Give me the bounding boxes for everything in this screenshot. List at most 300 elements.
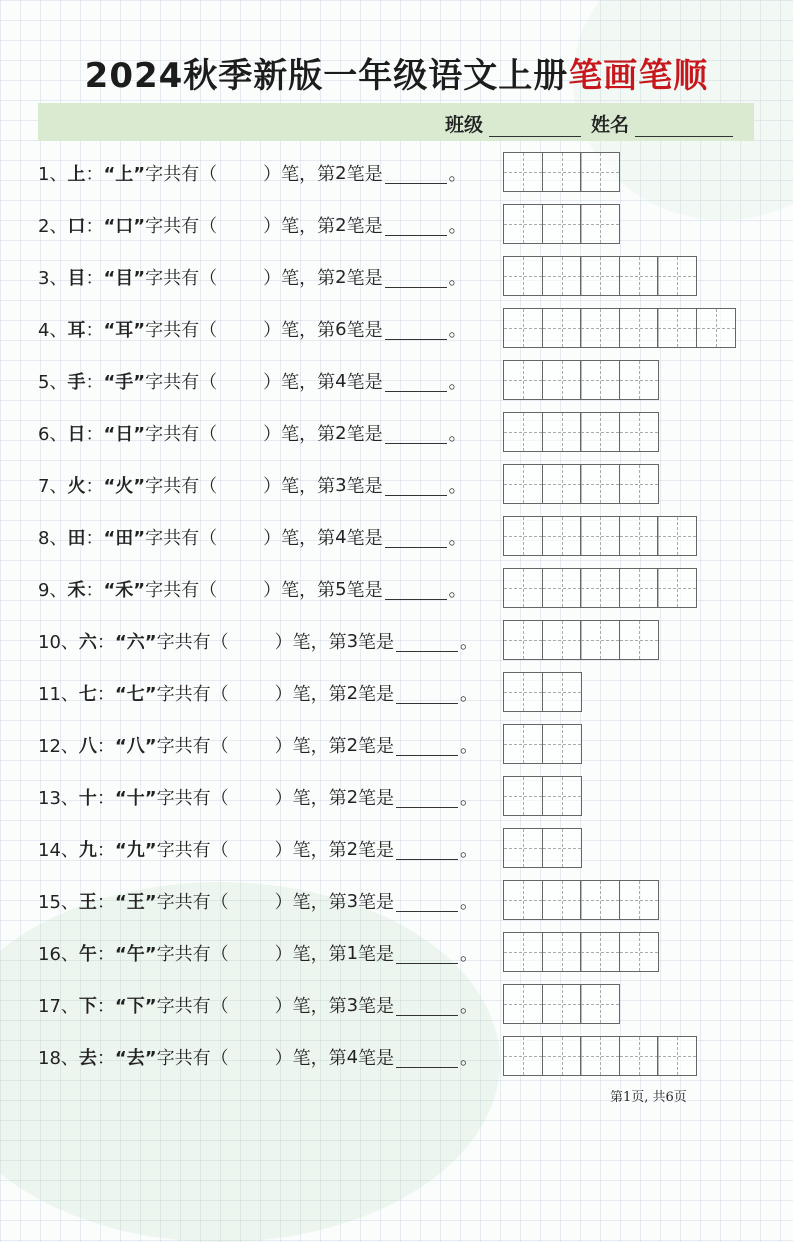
question-row <box>38 828 478 870</box>
tian-grid-box[interactable] <box>503 620 543 660</box>
colon: ： <box>96 1048 115 1069</box>
stroke-index: 2 <box>346 682 359 704</box>
stroke-count-prompt: 字共有（ <box>145 424 218 445</box>
writing-boxes <box>503 308 736 348</box>
question-number: 9、 <box>38 580 68 601</box>
quoted-char: “日” <box>103 424 146 445</box>
stroke-index-prompt: ）笔，第 <box>274 632 347 653</box>
sentence-end: 。 <box>460 840 479 861</box>
question-text <box>38 568 467 610</box>
quoted-char: “七” <box>114 684 157 705</box>
tian-grid-box[interactable] <box>580 932 620 972</box>
stroke-answer-blank[interactable] <box>396 943 458 964</box>
tian-grid-box[interactable] <box>657 308 697 348</box>
question-char: 目 <box>67 268 86 289</box>
colon: ： <box>96 684 115 705</box>
stroke-index-prompt: ）笔，第 <box>263 580 336 601</box>
stroke-index: 2 <box>335 162 347 184</box>
tian-grid-box[interactable] <box>503 880 543 920</box>
stroke-prompt-suffix: 笔是 <box>358 684 395 705</box>
question-number: 3、 <box>38 268 68 289</box>
title-main: 2024秋季新版一年级语文上册 <box>84 56 569 96</box>
question-text <box>38 360 467 402</box>
tian-grid-box[interactable] <box>657 568 697 608</box>
stroke-count-prompt: 字共有（ <box>156 736 229 757</box>
quoted-char: “田” <box>103 528 146 549</box>
quoted-char: “六” <box>114 632 157 653</box>
colon: ： <box>85 216 104 237</box>
tian-grid-box[interactable] <box>503 360 543 400</box>
stroke-index: 2 <box>335 422 347 444</box>
sentence-end: 。 <box>448 268 467 289</box>
tian-grid-box[interactable] <box>503 256 543 296</box>
stroke-prompt-suffix: 笔是 <box>346 216 383 237</box>
name-label: 姓名 <box>590 114 629 136</box>
stroke-index-prompt: ）笔，第 <box>263 476 336 497</box>
writing-boxes <box>503 620 659 660</box>
stroke-prompt-suffix: 笔是 <box>346 476 383 497</box>
stroke-prompt-suffix: 笔是 <box>358 944 395 965</box>
question-row <box>38 360 467 402</box>
stroke-answer-blank[interactable] <box>385 215 447 236</box>
colon: ： <box>85 580 104 601</box>
question-number: 14、 <box>38 840 79 861</box>
stroke-prompt-suffix: 笔是 <box>358 788 395 809</box>
sentence-end: 。 <box>448 320 467 341</box>
colon: ： <box>96 944 115 965</box>
stroke-index: 4 <box>335 370 347 392</box>
question-number: 13、 <box>38 788 79 809</box>
question-text <box>38 308 467 350</box>
question-text <box>38 880 478 922</box>
question-char: 十 <box>78 788 97 809</box>
question-number: 5、 <box>38 372 68 393</box>
question-char: 手 <box>67 372 86 393</box>
stroke-answer-blank[interactable] <box>385 163 447 184</box>
tian-grid-box[interactable] <box>580 516 620 556</box>
stroke-index-prompt: ）笔，第 <box>274 944 347 965</box>
sentence-end: 。 <box>460 996 479 1017</box>
question-row <box>38 568 467 610</box>
tian-grid-box[interactable] <box>542 360 582 400</box>
stroke-answer-blank[interactable] <box>396 1047 458 1068</box>
sentence-end: 。 <box>448 164 467 185</box>
question-row <box>38 256 467 298</box>
stroke-index: 5 <box>335 578 347 600</box>
colon: ： <box>85 320 104 341</box>
stroke-count-prompt: 字共有（ <box>145 320 218 341</box>
tian-grid-box[interactable] <box>503 672 543 712</box>
question-char: 口 <box>67 216 86 237</box>
question-text <box>38 516 467 558</box>
question-text <box>38 932 478 974</box>
colon: ： <box>96 996 115 1017</box>
stroke-index: 2 <box>335 266 347 288</box>
tian-grid-box[interactable] <box>619 308 659 348</box>
colon: ： <box>85 372 104 393</box>
tian-grid-box[interactable] <box>542 412 582 452</box>
stroke-index-prompt: ）笔，第 <box>274 892 347 913</box>
question-row <box>38 880 478 922</box>
tian-grid-box[interactable] <box>619 412 659 452</box>
tian-grid-box[interactable] <box>503 828 543 868</box>
tian-grid-box[interactable] <box>657 256 697 296</box>
stroke-prompt-suffix: 笔是 <box>358 996 395 1017</box>
tian-grid-box[interactable] <box>503 204 543 244</box>
question-row <box>38 152 467 194</box>
question-text <box>38 256 467 298</box>
question-text <box>38 776 478 818</box>
stroke-index-prompt: ）笔，第 <box>274 840 347 861</box>
tian-grid-box[interactable] <box>503 932 543 972</box>
quoted-char: “十” <box>114 788 157 809</box>
tian-grid-box[interactable] <box>503 984 543 1024</box>
writing-boxes <box>503 672 582 712</box>
writing-boxes <box>503 776 582 816</box>
question-row <box>38 412 467 454</box>
question-row <box>38 932 478 974</box>
name-field[interactable] <box>635 116 733 137</box>
stroke-answer-blank[interactable] <box>385 475 447 496</box>
stroke-answer-blank[interactable] <box>396 839 458 860</box>
tian-grid-box[interactable] <box>619 880 659 920</box>
question-row <box>38 984 478 1026</box>
tian-grid-box[interactable] <box>503 152 543 192</box>
question-text <box>38 672 478 714</box>
question-text <box>38 204 467 246</box>
tian-grid-box[interactable] <box>580 1036 620 1076</box>
stroke-count-prompt: 字共有（ <box>145 372 218 393</box>
stroke-index-prompt: ）笔，第 <box>263 164 336 185</box>
stroke-count-prompt: 字共有（ <box>156 788 229 809</box>
stroke-prompt-suffix: 笔是 <box>346 372 383 393</box>
tian-grid-box[interactable] <box>503 464 543 504</box>
writing-boxes <box>503 568 697 608</box>
student-info <box>445 110 733 137</box>
question-char: 午 <box>78 944 97 965</box>
stroke-count-prompt: 字共有（ <box>156 632 229 653</box>
stroke-index-prompt: ）笔，第 <box>274 996 347 1017</box>
stroke-count-prompt: 字共有（ <box>145 164 218 185</box>
quoted-char: “九” <box>114 840 157 861</box>
tian-grid-box[interactable] <box>580 568 620 608</box>
stroke-answer-blank[interactable] <box>396 735 458 756</box>
question-number: 18、 <box>38 1048 79 1069</box>
tian-grid-box[interactable] <box>542 932 582 972</box>
stroke-answer-blank[interactable] <box>396 631 458 652</box>
tian-grid-box[interactable] <box>503 412 543 452</box>
sentence-end: 。 <box>448 372 467 393</box>
question-text <box>38 152 467 194</box>
tian-grid-box[interactable] <box>657 516 697 556</box>
question-char: 上 <box>67 164 86 185</box>
question-row <box>38 776 478 818</box>
writing-boxes <box>503 932 659 972</box>
writing-boxes <box>503 152 620 192</box>
writing-boxes <box>503 724 582 764</box>
tian-grid-box[interactable] <box>619 360 659 400</box>
tian-grid-box[interactable] <box>619 464 659 504</box>
page-number: 第1页, 共6页 <box>610 1090 687 1105</box>
quoted-char: “下” <box>114 996 157 1017</box>
tian-grid-box[interactable] <box>542 516 582 556</box>
question-number: 2、 <box>38 216 68 237</box>
question-text <box>38 828 478 870</box>
stroke-count-prompt: 字共有（ <box>145 528 218 549</box>
stroke-prompt-suffix: 笔是 <box>346 164 383 185</box>
question-number: 10、 <box>38 632 79 653</box>
stroke-index: 3 <box>346 994 359 1016</box>
stroke-count-prompt: 字共有（ <box>156 840 229 861</box>
colon: ： <box>85 164 104 185</box>
tian-grid-box[interactable] <box>542 152 582 192</box>
question-number: 8、 <box>38 528 68 549</box>
quoted-char: “目” <box>103 268 146 289</box>
colon: ： <box>85 528 104 549</box>
tian-grid-box[interactable] <box>542 776 582 816</box>
stroke-index-prompt: ）笔，第 <box>263 372 336 393</box>
question-char: 火 <box>67 476 86 497</box>
question-number: 1、 <box>38 164 68 185</box>
quoted-char: “八” <box>114 736 157 757</box>
stroke-index-prompt: ）笔，第 <box>263 268 336 289</box>
tian-grid-box[interactable] <box>619 1036 659 1076</box>
stroke-index: 2 <box>346 838 359 860</box>
tian-grid-box[interactable] <box>619 620 659 660</box>
tian-grid-box[interactable] <box>657 1036 697 1076</box>
writing-boxes <box>503 828 582 868</box>
question-text <box>38 984 478 1026</box>
tian-grid-box[interactable] <box>542 984 582 1024</box>
class-label: 班级 <box>444 114 483 136</box>
tian-grid-box[interactable] <box>503 308 543 348</box>
question-char: 日 <box>67 424 86 445</box>
question-number: 6、 <box>38 424 68 445</box>
stroke-answer-blank[interactable] <box>396 787 458 808</box>
tian-grid-box[interactable] <box>580 880 620 920</box>
quoted-char: “耳” <box>103 320 146 341</box>
stroke-index: 4 <box>335 526 347 548</box>
stroke-index: 2 <box>346 734 359 756</box>
question-number: 16、 <box>38 944 79 965</box>
tian-grid-box[interactable] <box>503 516 543 556</box>
quoted-char: “火” <box>103 476 146 497</box>
stroke-answer-blank[interactable] <box>385 423 447 444</box>
writing-boxes <box>503 464 659 504</box>
writing-boxes <box>503 880 659 920</box>
title-accent: 笔画笔顺 <box>568 56 709 96</box>
tian-grid-box[interactable] <box>580 256 620 296</box>
stroke-index: 3 <box>335 474 347 496</box>
stroke-answer-blank[interactable] <box>396 995 458 1016</box>
tian-grid-box[interactable] <box>580 204 620 244</box>
class-field[interactable] <box>489 116 581 137</box>
question-char: 田 <box>67 528 86 549</box>
stroke-prompt-suffix: 笔是 <box>358 632 395 653</box>
colon: ： <box>96 892 115 913</box>
quoted-char: “手” <box>103 372 146 393</box>
tian-grid-box[interactable] <box>542 620 582 660</box>
quoted-char: “口” <box>103 216 146 237</box>
stroke-prompt-suffix: 笔是 <box>358 736 395 757</box>
question-char: 去 <box>78 1048 97 1069</box>
stroke-index-prompt: ）笔，第 <box>274 1048 347 1069</box>
stroke-count-prompt: 字共有（ <box>156 996 229 1017</box>
stroke-prompt-suffix: 笔是 <box>358 840 395 861</box>
sentence-end: 。 <box>448 424 467 445</box>
question-char: 下 <box>78 996 97 1017</box>
colon: ： <box>96 840 115 861</box>
stroke-index-prompt: ）笔，第 <box>274 684 347 705</box>
tian-grid-box[interactable] <box>696 308 736 348</box>
writing-boxes <box>503 412 659 452</box>
tian-grid-box[interactable] <box>542 880 582 920</box>
stroke-count-prompt: 字共有（ <box>156 1048 229 1069</box>
writing-boxes <box>503 360 659 400</box>
stroke-count-prompt: 字共有（ <box>145 580 218 601</box>
page-title <box>0 48 793 97</box>
question-row <box>38 620 478 662</box>
question-row <box>38 464 467 506</box>
stroke-index-prompt: ）笔，第 <box>263 528 336 549</box>
stroke-index: 6 <box>335 318 347 340</box>
writing-boxes <box>503 256 697 296</box>
quoted-char: “禾” <box>103 580 146 601</box>
question-text <box>38 464 467 506</box>
tian-grid-box[interactable] <box>580 464 620 504</box>
sentence-end: 。 <box>460 632 479 653</box>
question-char: 耳 <box>67 320 86 341</box>
question-number: 7、 <box>38 476 68 497</box>
tian-grid-box[interactable] <box>619 932 659 972</box>
tian-grid-box[interactable] <box>542 464 582 504</box>
quoted-char: “上” <box>103 164 146 185</box>
tian-grid-box[interactable] <box>542 568 582 608</box>
tian-grid-box[interactable] <box>542 724 582 764</box>
question-number: 11、 <box>38 684 79 705</box>
stroke-answer-blank[interactable] <box>385 267 447 288</box>
question-text <box>38 412 467 454</box>
tian-grid-box[interactable] <box>503 1036 543 1076</box>
stroke-count-prompt: 字共有（ <box>156 944 229 965</box>
stroke-index: 3 <box>346 630 359 652</box>
tian-grid-box[interactable] <box>542 204 582 244</box>
tian-grid-box[interactable] <box>503 776 543 816</box>
tian-grid-box[interactable] <box>503 724 543 764</box>
stroke-prompt-suffix: 笔是 <box>346 528 383 549</box>
sentence-end: 。 <box>460 944 479 965</box>
stroke-prompt-suffix: 笔是 <box>358 1048 395 1069</box>
question-number: 4、 <box>38 320 68 341</box>
sentence-end: 。 <box>460 684 479 705</box>
colon: ： <box>85 424 104 445</box>
stroke-index-prompt: ）笔，第 <box>274 788 347 809</box>
stroke-answer-blank[interactable] <box>396 891 458 912</box>
stroke-count-prompt: 字共有（ <box>145 476 218 497</box>
tian-grid-box[interactable] <box>619 516 659 556</box>
question-text <box>38 620 478 662</box>
writing-boxes <box>503 204 620 244</box>
colon: ： <box>96 632 115 653</box>
question-number: 17、 <box>38 996 79 1017</box>
sentence-end: 。 <box>448 216 467 237</box>
sentence-end: 。 <box>448 528 467 549</box>
writing-boxes <box>503 984 620 1024</box>
question-row <box>38 516 467 558</box>
stroke-answer-blank[interactable] <box>385 527 447 548</box>
stroke-count-prompt: 字共有（ <box>145 216 218 237</box>
tian-grid-box[interactable] <box>503 568 543 608</box>
tian-grid-box[interactable] <box>580 152 620 192</box>
stroke-index: 3 <box>346 890 359 912</box>
stroke-prompt-suffix: 笔是 <box>346 268 383 289</box>
question-row <box>38 724 478 766</box>
tian-grid-box[interactable] <box>580 412 620 452</box>
stroke-prompt-suffix: 笔是 <box>358 892 395 913</box>
stroke-count-prompt: 字共有（ <box>145 268 218 289</box>
colon: ： <box>96 788 115 809</box>
stroke-prompt-suffix: 笔是 <box>346 424 383 445</box>
sentence-end: 。 <box>448 580 467 601</box>
stroke-answer-blank[interactable] <box>396 683 458 704</box>
question-text <box>38 724 478 766</box>
question-char: 八 <box>78 736 97 757</box>
question-number: 12、 <box>38 736 79 757</box>
tian-grid-box[interactable] <box>580 360 620 400</box>
tian-grid-box[interactable] <box>619 568 659 608</box>
stroke-count-prompt: 字共有（ <box>156 684 229 705</box>
stroke-answer-blank[interactable] <box>385 371 447 392</box>
question-row <box>38 672 478 714</box>
tian-grid-box[interactable] <box>542 1036 582 1076</box>
question-number: 15、 <box>38 892 79 913</box>
sentence-end: 。 <box>460 788 479 809</box>
question-char: 七 <box>78 684 97 705</box>
quoted-char: “午” <box>114 944 157 965</box>
question-row <box>38 308 467 350</box>
quoted-char: “王” <box>114 892 157 913</box>
tian-grid-box[interactable] <box>580 620 620 660</box>
stroke-answer-blank[interactable] <box>385 579 447 600</box>
tian-grid-box[interactable] <box>580 308 620 348</box>
stroke-prompt-suffix: 笔是 <box>346 320 383 341</box>
question-char: 禾 <box>67 580 86 601</box>
stroke-answer-blank[interactable] <box>385 319 447 340</box>
stroke-index-prompt: ）笔，第 <box>274 736 347 757</box>
sentence-end: 。 <box>460 1048 479 1069</box>
stroke-prompt-suffix: 笔是 <box>346 580 383 601</box>
sentence-end: 。 <box>460 892 479 913</box>
sentence-end: 。 <box>448 476 467 497</box>
tian-grid-box[interactable] <box>542 672 582 712</box>
tian-grid-box[interactable] <box>619 256 659 296</box>
question-char: 王 <box>78 892 97 913</box>
colon: ： <box>96 736 115 757</box>
tian-grid-box[interactable] <box>542 256 582 296</box>
question-row <box>38 1036 478 1078</box>
stroke-index: 4 <box>346 1046 359 1068</box>
quoted-char: “去” <box>114 1048 157 1069</box>
tian-grid-box[interactable] <box>542 308 582 348</box>
writing-boxes <box>503 1036 697 1076</box>
sentence-end: 。 <box>460 736 479 757</box>
question-char: 六 <box>78 632 97 653</box>
question-char: 九 <box>78 840 97 861</box>
colon: ： <box>85 268 104 289</box>
tian-grid-box[interactable] <box>542 828 582 868</box>
stroke-index-prompt: ）笔，第 <box>263 216 336 237</box>
tian-grid-box[interactable] <box>580 984 620 1024</box>
